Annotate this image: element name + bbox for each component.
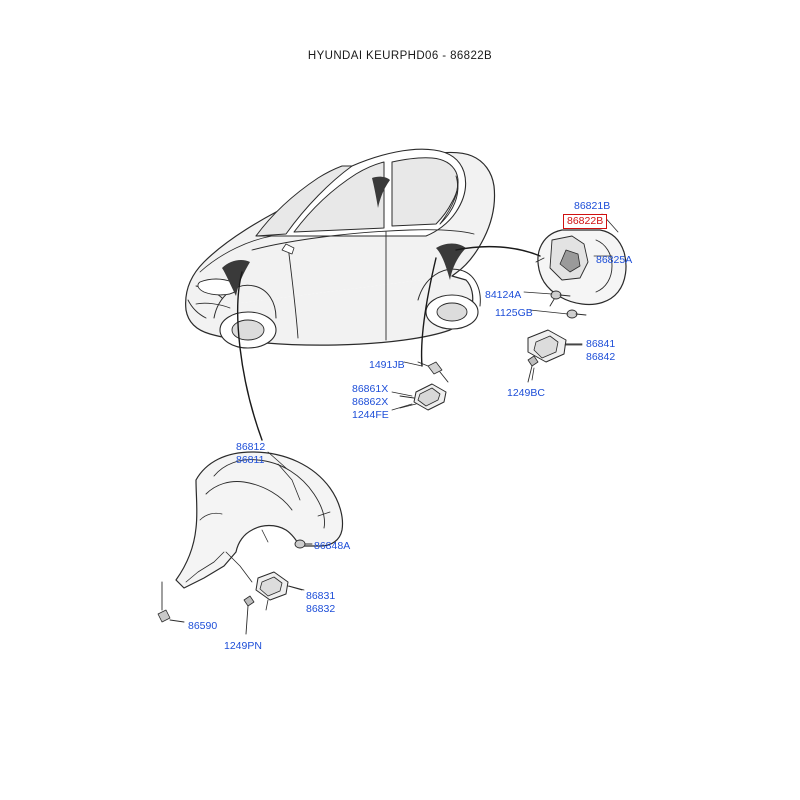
label-86812: 86812 bbox=[236, 441, 266, 453]
part-shape-86590 bbox=[158, 582, 184, 622]
label-86821b: 86821B bbox=[574, 200, 611, 212]
page-title: HYUNDAI KEURPHD06 - 86822B bbox=[307, 50, 493, 62]
label-86861x: 86861X bbox=[352, 383, 389, 395]
label-1125gb: 1125GB bbox=[495, 307, 533, 319]
label-86832: 86832 bbox=[306, 603, 336, 615]
part-shape-86812 bbox=[176, 452, 343, 588]
label-86842: 86842 bbox=[586, 351, 616, 363]
part-shape-86841 bbox=[528, 330, 582, 362]
label-86822b: 86822B bbox=[563, 214, 607, 229]
label-86811: 86811 bbox=[236, 454, 265, 466]
part-shape-1125gb bbox=[567, 310, 586, 318]
label-1491jb: 1491JB bbox=[369, 359, 405, 371]
part-shape-86831 bbox=[256, 572, 302, 610]
part-shape-1249pn bbox=[244, 596, 254, 634]
label-86831: 86831 bbox=[306, 590, 336, 602]
label-86590: 86590 bbox=[188, 620, 218, 632]
label-1249pn: 1249PN bbox=[224, 640, 262, 652]
part-shape-86861x bbox=[400, 384, 446, 410]
part-shape-1249bc bbox=[528, 356, 538, 382]
label-1249bc: 1249BC bbox=[507, 387, 545, 399]
label-86825a: 86825A bbox=[596, 254, 633, 266]
label-86841: 86841 bbox=[586, 338, 616, 350]
label-86848a: 86848A bbox=[314, 540, 351, 552]
label-84124a: 84124A bbox=[485, 289, 522, 301]
car-outline bbox=[186, 149, 495, 348]
label-86862x: 86862X bbox=[352, 396, 389, 408]
part-shape-86822b bbox=[536, 230, 626, 306]
label-1244fe: 1244FE bbox=[352, 409, 389, 421]
